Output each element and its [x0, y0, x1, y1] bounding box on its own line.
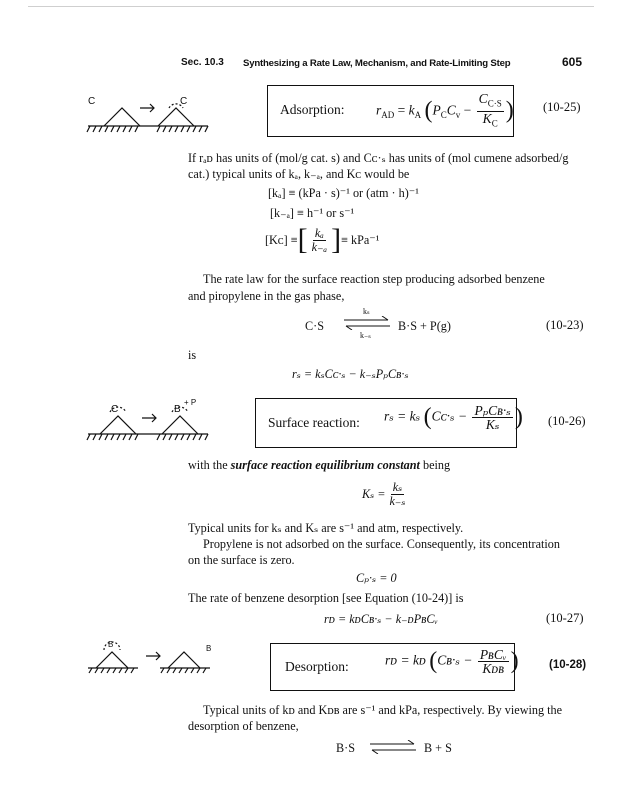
- adsorption-lhs-sub: AD: [381, 109, 395, 120]
- adsorption-equation-box: Adsorption: $r_{AD} = k_A$ ($P_CC_v$ − $\frac{C_{C\cdot S}}{K_C}$ ): [267, 85, 514, 137]
- Ks-den: k₋ₛ: [389, 493, 406, 508]
- reaction-last-right: B + S: [424, 741, 452, 755]
- units-KC-num: kₐ: [314, 225, 324, 240]
- equation-number-10-26: (10-26): [548, 414, 586, 428]
- paragraph-typical-units-line2: Propylene is not adsorbed on the surface. Consequently, its concentration: [203, 537, 560, 551]
- adsorption-pc: P: [432, 102, 441, 118]
- adsorption-pc-sub: C: [440, 109, 447, 120]
- units-kA: [kₐ] ≡ (kPa · s)⁻¹ or (atm · h)⁻¹: [268, 186, 419, 200]
- equation-number-10-27: (10-27): [546, 611, 584, 625]
- desorption-equation-box: Desorption: rᴅ = kᴅ (Cʙ·ₛ − $\frac{\text{PʙCᵥ}}{\text{Kᴅʙ}}$ ): [270, 643, 515, 691]
- paragraph-surface-line2: and piropylene in the gas phase,: [188, 289, 345, 303]
- paragraph-desorption-units-line1: Typical units of kᴅ and Kᴅʙ are s⁻¹ and kPa, respectively. By viewing the: [203, 703, 563, 717]
- paragraph-units-line2: cat.) typical units of kₐ, k₋ₐ, and Kᴄ would be: [188, 167, 410, 181]
- equation-Ks: [362, 476, 409, 512]
- adsorption-coef-sub: A: [414, 109, 422, 120]
- equation-number-10-25: (10-25): [543, 100, 581, 114]
- adsorption-frac-den-sub: C: [491, 118, 498, 129]
- site-left: [96, 652, 128, 668]
- Ks-num: kₛ: [392, 479, 403, 494]
- para3-prefix: with the: [188, 458, 231, 472]
- adsorption-site-label: C: [180, 96, 188, 107]
- paragraph-equilibrium: [188, 457, 450, 473]
- para3-suffix: being: [419, 458, 451, 472]
- adsorption-label: Adsorption:: [280, 102, 345, 117]
- surface-first-term: Cᴄ·ₛ −: [431, 408, 468, 424]
- reaction-23-left: C·S: [305, 319, 324, 333]
- adsorption-frac-num: C: [478, 91, 488, 106]
- surface-left-label: C: [111, 404, 119, 415]
- desorption-frac-den: Kᴅʙ: [482, 661, 505, 676]
- desorption-first-term: Cʙ·ₛ −: [437, 652, 473, 668]
- site-right: [162, 416, 198, 434]
- adsorption-cv-sub: v: [455, 109, 461, 120]
- adsorption-frac-den: K: [482, 110, 492, 126]
- surface-reaction-equation-box: Surface reaction: rₛ = kₛ (Cᴄ·ₛ − $\frac{\text{PₚCʙ·ₛ}}{\text{Kₛ}}$ ): [255, 398, 517, 448]
- rate-surface-expression: rₛ = kₛCᴄ·ₛ − k₋ₛPₚCʙ·ₛ: [292, 367, 409, 381]
- paragraph-typical-units-line3: on the surface is zero.: [188, 553, 295, 567]
- Ks-lhs: Kₛ =: [362, 487, 386, 501]
- arrow-icon: [140, 104, 154, 112]
- adsorption-lhs: r: [376, 102, 382, 118]
- site-right: [158, 108, 194, 126]
- reaction-23-ks: kₛ: [363, 307, 370, 316]
- adsorption-cv: C: [446, 102, 456, 118]
- paragraph-units-line1: If rₐᴅ has units of (mol/g cat. s) and Cᴄ·ₛ has units of (mol cumene adsorbed/g: [188, 151, 569, 165]
- adsorption-gas-label: C: [88, 96, 96, 107]
- equation-rate-desorption: rᴅ = kᴅCʙ·ₛ − k₋ᴅPʙCᵥ: [324, 612, 438, 626]
- desorption-left-label: B: [108, 640, 114, 649]
- equation-number-10-23: (10-23): [546, 318, 584, 332]
- paragraph-desorption-units-line2: desorption of benzene,: [188, 719, 299, 733]
- adsorption-coef: k: [408, 102, 415, 118]
- surface-reaction-label: Surface reaction:: [268, 415, 360, 430]
- units-KC: [Kᴄ] ≡ [ $\frac{\text{kₐ}}{\text{k₋ₐ}}$ ] ≡ kPa⁻¹: [265, 223, 380, 256]
- reaction-23-kms: k₋ₛ: [360, 331, 371, 340]
- surface-plus-p-label: + P: [184, 398, 197, 407]
- equilibrium-arrow-icon: [368, 740, 418, 754]
- units-k-minus-A: [k₋ₐ] ≡ h⁻¹ or s⁻¹: [270, 206, 355, 220]
- reaction-last-left: B·S: [336, 741, 355, 755]
- adsorption-frac-num-sub: C·S: [487, 98, 502, 109]
- units-KC-den: k₋ₐ: [311, 239, 328, 254]
- para3-emphasis: surface reaction equilibrium constant: [230, 458, 420, 472]
- equation-number-10-28: (10-28): [549, 659, 587, 671]
- paragraph-desorption-rate: The rate of benzene desorption [see Equation (10-24)] is: [188, 591, 464, 605]
- adsorption-diagram: [86, 92, 216, 137]
- reaction-23-right: B·S + P(g): [398, 319, 451, 333]
- text-is: is: [188, 348, 197, 362]
- surface-frac-den: Kₛ: [485, 417, 500, 432]
- units-KC-lhs: [Kᴄ] ≡: [265, 233, 298, 247]
- desorption-label: Desorption:: [285, 659, 349, 674]
- section-number: Sec. 10.3: [181, 57, 224, 68]
- desorption-diagram: [86, 640, 216, 680]
- top-rule: [28, 6, 594, 7]
- site-right: [168, 652, 200, 668]
- desorption-right-label: B: [206, 644, 212, 653]
- surface-reaction-diagram: [86, 398, 216, 448]
- site-left: [100, 416, 136, 434]
- desorption-frac-num: PʙCᵥ: [479, 647, 507, 662]
- surface-right-label: B: [174, 404, 181, 415]
- surface-frac-num: PₚCʙ·ₛ: [474, 403, 511, 418]
- paragraph-surface-line1: The rate law for the surface reaction step producing adsorbed benzene: [203, 272, 545, 286]
- surface-lhs: rₛ = kₛ: [384, 408, 421, 424]
- equation-cps-zero: Cₚ·ₛ = 0: [356, 571, 397, 585]
- site-left: [104, 108, 140, 126]
- desorption-lhs: rᴅ = kᴅ: [385, 652, 426, 668]
- paragraph-typical-units-line1: Typical units for kₛ and Kₛ are s⁻¹ and atm, respectively.: [188, 521, 464, 535]
- page-number: 605: [562, 55, 583, 69]
- arrow-icon: [146, 652, 160, 660]
- arrow-icon: [142, 414, 156, 422]
- running-title: Synthesizing a Rate Law, Mechanism, and Rate-Limiting Step: [243, 58, 511, 69]
- equilibrium-arrow-icon: [342, 316, 392, 330]
- units-KC-rhs: ≡ kPa⁻¹: [341, 233, 380, 247]
